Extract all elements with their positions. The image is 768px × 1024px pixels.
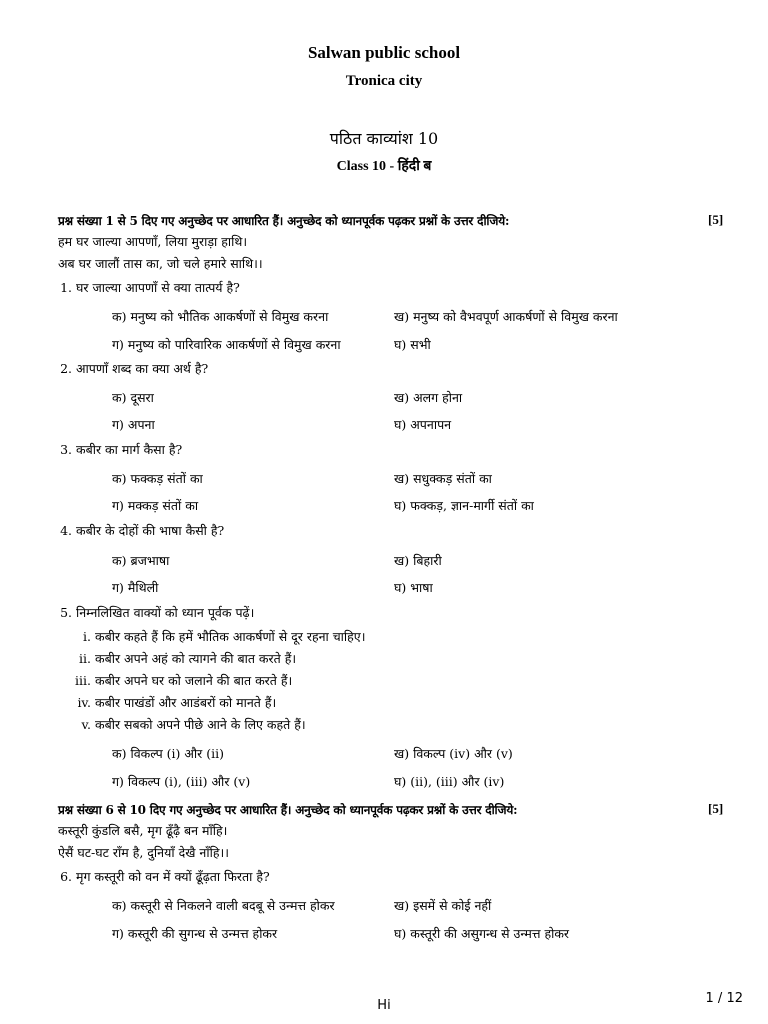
question-text: आपणाँ शब्द का क्या अर्थ है? — [75, 361, 209, 376]
option-ga[interactable]: ग) अपना — [112, 417, 155, 432]
question-3 — [58, 441, 182, 458]
option-ga[interactable]: ग) मैथिली — [112, 580, 159, 595]
roman-numeral: ii. — [79, 651, 91, 666]
option-gha[interactable]: घ) भाषा — [394, 580, 433, 595]
roman-numeral: iii. — [75, 673, 91, 688]
question-2 — [58, 360, 208, 377]
section2-marks: [5] — [708, 801, 724, 816]
class-label: Class 10 - हिंदी ब — [336, 159, 432, 174]
option-ga[interactable]: ग) कस्तूरी की सुगन्ध से उन्मत्त होकर — [112, 926, 278, 941]
option-kha[interactable]: ख) इसमें से कोई नहीं — [394, 898, 492, 913]
option-ka[interactable]: क) मनुष्य को भौतिक आकर्षणों से विमुख करना — [112, 309, 329, 324]
option-kha[interactable]: ख) मनुष्य को वैभवपूर्ण आकर्षणों से विमुख करना — [394, 309, 618, 324]
option-ka[interactable]: क) दूसरा — [112, 390, 154, 405]
question-number: 5. — [60, 605, 72, 620]
question-text: कबीर के दोहों की भाषा कैसी है? — [75, 523, 225, 538]
statement-text: कबीर अपने अहं को त्यागने की बात करते हैं। — [94, 651, 297, 666]
question-text: मृग कस्तूरी को वन में क्यों ढूँढ़ता फिरता है? — [75, 869, 270, 884]
page-title: पठित काव्यांश 10 — [329, 129, 439, 148]
option-kha[interactable]: ख) विकल्प (iv) और (v) — [394, 746, 513, 761]
verse-line: अब घर जालौं तास का, जो चले हमारे साथि।। — [58, 256, 263, 271]
section1-marks: [5] — [708, 212, 724, 227]
page-number: 1 / 12 — [705, 991, 743, 1006]
verse-line: हम घर जाल्या आपणाँ, लिया मुराड़ा हाथि। — [58, 234, 248, 249]
statement-text: कबीर अपने घर को जलाने की बात करते हैं। — [94, 673, 293, 688]
city-name: Tronica city — [345, 73, 423, 89]
option-gha[interactable]: घ) फक्कड़, ज्ञान-मार्गी संतों का — [394, 498, 534, 513]
statement-item — [58, 650, 296, 667]
question-number: 6. — [60, 869, 72, 884]
statement-item — [58, 716, 306, 733]
question-number: 2. — [60, 361, 72, 376]
statement-text: कबीर सबको अपने पीछे आने के लिए कहते हैं। — [94, 717, 306, 732]
roman-numeral: iv. — [77, 695, 91, 710]
question-number: 4. — [60, 523, 72, 538]
question-text: निम्नलिखित वाक्यों को ध्यान पूर्वक पढ़ें। — [75, 605, 255, 620]
option-kha[interactable]: ख) बिहारी — [394, 553, 442, 568]
section2-instruction: प्रश्न संख्या 6 से 10 दिए गए अनुच्छेद पर आधारित हैं। अनुच्छेद को ध्यानपूर्वक पढ़कर प्रश्नों के उत्तर दीजिये: — [58, 803, 518, 817]
question-5 — [58, 604, 254, 621]
statement-item — [58, 672, 292, 689]
option-ga[interactable]: ग) मनुष्य को पारिवारिक आकर्षणों से विमुख करना — [112, 337, 341, 352]
question-4 — [58, 522, 224, 539]
question-text: घर जाल्या आपणाँ से क्या तात्पर्य है? — [75, 280, 240, 295]
option-gha[interactable]: घ) कस्तूरी की असुगन्ध से उन्मत्त होकर — [394, 926, 570, 941]
roman-numeral: v. — [81, 717, 91, 732]
statement-text: कबीर पाखंडों और आडंबरों को मानते हैं। — [94, 695, 277, 710]
option-ga[interactable]: ग) मक्कड़ संतों का — [112, 498, 199, 513]
footer-text: Hi — [377, 998, 391, 1013]
option-ka[interactable]: क) ब्रजभाषा — [112, 553, 170, 568]
verse-line: कस्तूरी कुंडलि बसै, मृग ढूँढ़ै बन माँहि। — [58, 823, 228, 838]
question-number: 1. — [60, 280, 72, 295]
roman-numeral: i. — [83, 629, 91, 644]
option-gha[interactable]: घ) (ii), (iii) और (iv) — [394, 774, 505, 789]
question-6 — [58, 868, 270, 885]
section1-instruction: प्रश्न संख्या 1 से 5 दिए गए अनुच्छेद पर आधारित हैं। अनुच्छेद को ध्यानपूर्वक पढ़कर प्रश्नों के उत्तर दीजिये: — [58, 214, 510, 228]
option-kha[interactable]: ख) अलग होना — [394, 390, 463, 405]
verse-line: ऐसैं घट-घट राँम है, दुनियाँ देखै नाँहि।। — [58, 845, 229, 860]
option-kha[interactable]: ख) सधुक्कड़ संतों का — [394, 471, 492, 486]
question-number: 3. — [60, 442, 72, 457]
statement-item — [58, 694, 276, 711]
option-ka[interactable]: क) फक्कड़ संतों का — [112, 471, 203, 486]
option-gha[interactable]: घ) अपनापन — [394, 417, 452, 432]
option-ka[interactable]: क) कस्तूरी से निकलने वाली बदबू से उन्मत्त होकर — [112, 898, 335, 913]
question-text: कबीर का मार्ग कैसा है? — [75, 442, 183, 457]
statement-item — [58, 628, 365, 645]
option-ka[interactable]: क) विकल्प (i) और (ii) — [112, 746, 225, 761]
option-gha[interactable]: घ) सभी — [394, 337, 431, 352]
statement-text: कबीर कहते हैं कि हमें भौतिक आकर्षणों से दूर रहना चाहिए। — [94, 629, 366, 644]
school-name: Salwan public school — [307, 43, 461, 62]
option-ga[interactable]: ग) विकल्प (i), (iii) और (v) — [112, 774, 251, 789]
question-1 — [58, 279, 240, 296]
